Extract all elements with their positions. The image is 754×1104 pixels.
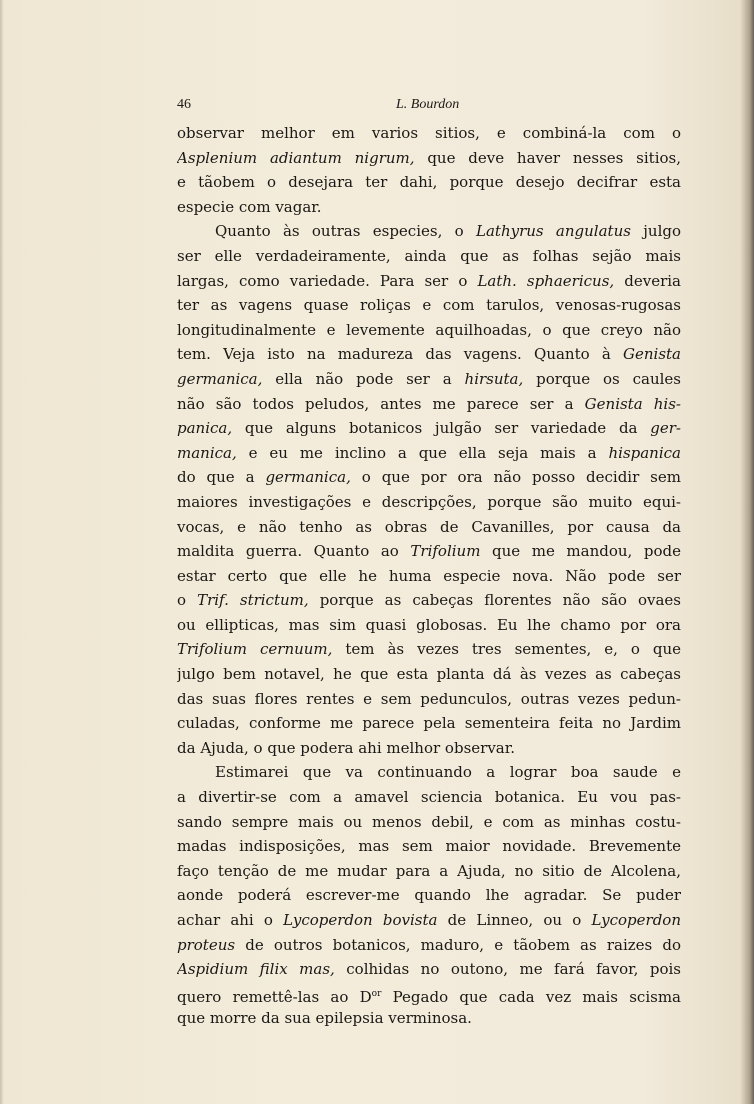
text-segment: ou ellipticas, mas sim quasi globosas. Eu lhe chamo por ora xyxy=(177,615,681,634)
text-segment: o xyxy=(177,591,198,610)
italic-term: Asplenium adiantum nigrum, xyxy=(177,148,415,167)
text-line xyxy=(177,146,681,171)
text-line xyxy=(177,121,681,146)
text-line xyxy=(177,859,681,884)
text-line xyxy=(177,785,681,810)
text-segment: quero remettê-las ao D xyxy=(177,987,372,1006)
text-segment: Quanto às outras especies, o xyxy=(215,222,477,241)
text-segment: largas, como variedade. Para ser o xyxy=(177,271,478,290)
italic-term: Genista his- xyxy=(584,394,681,413)
text-segment: a divertir-se com a amavel sciencia botanica. Eu vou pas- xyxy=(177,788,681,807)
italic-term: ger- xyxy=(650,419,681,438)
page-header xyxy=(177,97,681,117)
text-segment: tem às vezes tres sementes, e, o que xyxy=(332,640,681,659)
text-line xyxy=(177,662,681,687)
text-segment: do que a xyxy=(177,468,266,487)
text-segment: ser elle verdadeiramente, ainda que as folhas sejão mais xyxy=(177,246,681,265)
superscript: or xyxy=(371,988,382,999)
text-segment: que alguns botanicos julgão ser variedade da xyxy=(232,419,651,438)
text-line xyxy=(177,269,681,294)
text-segment: culadas, conforme me parece pela sementeira feita no Jardim xyxy=(177,714,681,733)
italic-term: hirsuta, xyxy=(464,369,524,388)
text-segment: ter as vagens quase roliças e com tarulos, venosas-rugosas xyxy=(177,296,681,315)
text-segment: madas indisposições, mas sem maior novidade. Brevemente xyxy=(177,837,681,856)
text-line xyxy=(177,810,681,835)
italic-term: Lathyrus angulatus xyxy=(476,222,631,241)
text-segment: aonde poderá escrever-me quando lhe agradar. Se puder xyxy=(177,886,681,905)
text-segment: de outros botanicos, maduro, e tãobem as raizes do xyxy=(235,935,681,954)
text-line xyxy=(177,441,681,466)
text-segment: que deve haver nesses sitios, xyxy=(414,148,681,167)
text-segment: e eu me inclino a que ella seja mais a xyxy=(236,443,609,462)
italic-term: Genista xyxy=(623,345,681,364)
italic-term: germanica, xyxy=(177,369,263,388)
text-segment: e tãobem o desejara ter dahi, porque desejo decifrar esta xyxy=(177,173,681,192)
italic-term: germanica, xyxy=(265,468,351,487)
text-segment: da Ajuda, o que podera ahi melhor observar. xyxy=(177,738,516,757)
page-number: 46 xyxy=(177,97,191,112)
text-segment: vocas, e não tenho as obras de Cavanilles, por causa da xyxy=(177,517,681,536)
text-line xyxy=(177,637,681,662)
text-line xyxy=(177,711,681,736)
text-line xyxy=(177,244,681,269)
text-segment: maldita guerra. Quanto ao xyxy=(177,542,411,561)
text-segment: longitudinalmente e levemente aquilhoadas, o que creyo não xyxy=(177,320,681,339)
text-line xyxy=(177,957,681,982)
text-segment: Estimarei que va continuando a lograr boa saude e xyxy=(215,763,681,782)
text-line xyxy=(177,736,681,761)
text-segment: que morre da sua epilepsia verminosa. xyxy=(177,1009,472,1028)
page-gutter-shadow xyxy=(740,0,754,1104)
text-line xyxy=(177,883,681,908)
text-line xyxy=(177,293,681,318)
page-left-edge xyxy=(0,0,4,1104)
text-segment: Pegado que cada vez mais scisma xyxy=(381,987,681,1006)
text-line xyxy=(177,933,681,958)
text-segment: julgo bem notavel, he que esta planta dá às vezes as cabeças xyxy=(177,665,681,684)
text-line xyxy=(177,318,681,343)
italic-term: Lycoperdon bovista xyxy=(283,911,438,929)
running-head: L. Bourdon xyxy=(396,97,460,112)
text-segment: achar ahi o xyxy=(177,911,284,929)
text-segment: ella não pode ser a xyxy=(262,369,465,388)
text-segment: julgo xyxy=(630,222,681,241)
italic-term: Lath. sphaericus, xyxy=(477,271,615,290)
text-line xyxy=(177,564,681,589)
text-line xyxy=(177,613,681,638)
text-line xyxy=(177,170,681,195)
text-line xyxy=(177,195,681,220)
text-line xyxy=(177,515,681,540)
text-segment: observar melhor em varios sitios, e combiná-la com o xyxy=(177,124,681,142)
text-segment: especie com vagar. xyxy=(177,197,322,216)
body-text xyxy=(177,121,681,1031)
paragraph xyxy=(177,219,681,760)
italic-term: proteus xyxy=(177,935,236,954)
text-segment: faço tenção de me mudar para a Ajuda, no sitio de Alcolena, xyxy=(177,861,681,880)
text-segment: porque os caules xyxy=(523,369,681,388)
text-segment: estar certo que elle he huma especie nova. Não pode ser xyxy=(177,566,681,585)
text-segment: não são todos peludos, antes me parece ser a xyxy=(177,394,585,413)
text-line xyxy=(177,687,681,712)
paragraph xyxy=(177,760,681,1031)
text-segment: o que por ora não posso decidir sem xyxy=(350,468,681,487)
text-line xyxy=(177,760,681,785)
text-line xyxy=(177,342,681,367)
text-segment: maiores investigações e descripções, porque são muito equi- xyxy=(177,492,681,511)
text-segment: que me mandou, pode xyxy=(480,542,681,561)
italic-term: Trifolium xyxy=(410,542,481,561)
text-segment: tem. Veja isto na madureza das vagens. Quanto à xyxy=(177,345,623,364)
text-line xyxy=(177,1006,681,1031)
text-line xyxy=(177,392,681,417)
text-segment: das suas flores rentes e sem pedunculos, outras vezes pedun- xyxy=(177,689,681,708)
text-segment: colhidas no outono, me fará favor, pois xyxy=(334,960,681,979)
text-segment: porque as cabeças florentes não são ovaes xyxy=(308,591,681,610)
text-line xyxy=(177,490,681,515)
text-segment: deveria xyxy=(614,271,681,290)
text-line xyxy=(177,982,681,1007)
text-line xyxy=(177,908,681,933)
italic-term: Trifolium cernuum, xyxy=(177,640,333,659)
italic-term: manica, xyxy=(177,443,237,462)
italic-term: Lycoperdon xyxy=(591,911,681,929)
text-line xyxy=(177,834,681,859)
paragraph xyxy=(177,121,681,219)
text-segment: de Linneo, ou o xyxy=(437,911,592,929)
text-line xyxy=(177,539,681,564)
text-segment: sando sempre mais ou menos debil, e com as minhas costu- xyxy=(177,812,681,831)
italic-term: Aspidium filix mas, xyxy=(177,960,335,979)
italic-term: hispanica xyxy=(608,443,681,462)
text-line xyxy=(177,588,681,613)
italic-term: panica, xyxy=(177,419,233,438)
text-line xyxy=(177,219,681,244)
text-line xyxy=(177,367,681,392)
text-line xyxy=(177,416,681,441)
italic-term: Trif. strictum, xyxy=(197,591,309,610)
text-line xyxy=(177,465,681,490)
